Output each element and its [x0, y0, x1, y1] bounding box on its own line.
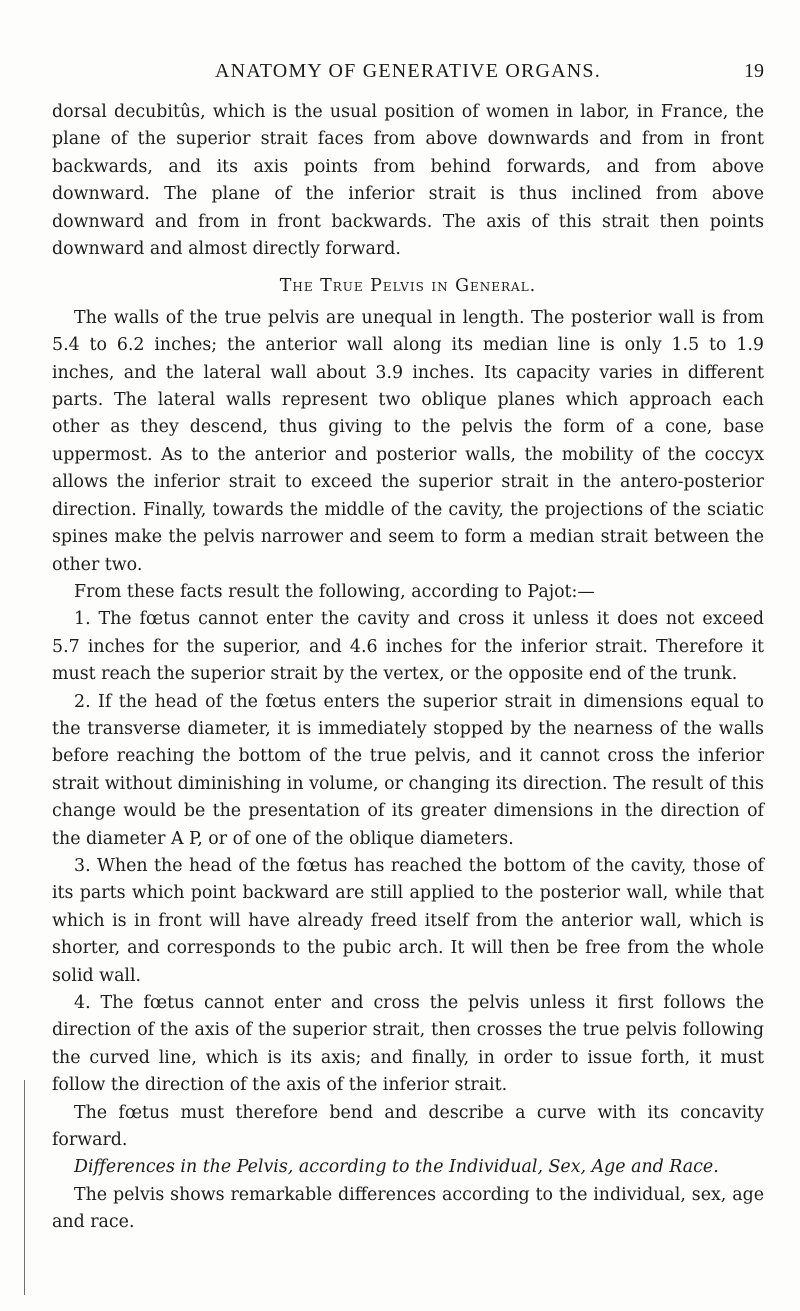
list-item-4: 4. The fœtus cannot enter and cross the pelvis unless it first follows the direction of the axis of the superior strait, then crosses the true pelvis following the curved line, which is its axis; and finally, in order to issue forth, it must follow the direction of the axis of the inferior strait.	[52, 993, 764, 1096]
margin-rule	[24, 1080, 25, 1295]
body-text	[52, 99, 764, 1237]
italic-subheading: Differences in the Pelvis, according to the Individual, Sex, Age and Race.	[74, 1157, 719, 1178]
paragraph-walls: The walls of the true pelvis are unequal in length. The posterior wall is from 5.4 to 6.2 inches; the anterior wall along its median line is only 1.5 to 1.9 inches, and the lateral wall about 3.9 inches. Its capacity varies in different parts. The lateral walls represent two oblique planes which approach each other as they descend, thus giving to the pelvis the form of a cone, base uppermost. As to the anterior and posterior walls, the mobility of the coccyx allows the inferior strait to exceed the superior strait in the antero-posterior direction. Finally, towards the middle of the cavity, the projections of the sciatic spines make the pelvis narrower and seem to form a median strait between the other two.	[52, 307, 764, 575]
paragraph-continued: dorsal decubitûs, which is the usual position of women in labor, in France, the plane of the superior strait faces from above downwards and from in front backwards, and its axis points from behind forwards, and from above downward. The plane of the inferior strait is thus inclined from above downward and from in front backwards. The axis of this strait then points downward and almost directly forward.	[52, 102, 764, 260]
paragraph-differences: The pelvis shows remarkable differences according to the individual, sex, age and race.	[52, 1184, 764, 1233]
paragraph-pajot: From these facts result the following, according to Pajot:—	[74, 581, 595, 602]
running-head	[52, 60, 764, 90]
list-item-2: 2. If the head of the fœtus enters the superior strait in dimensions equal to the transverse diameter, it is immediately stopped by the nearness of the walls before reaching the bottom of the true pelvis, and it cannot cross the inferior strait without diminishing in volume, or changing its direction. The result of this change would be the presentation of its greater dimensions in the direction of the diameter A P, or of one of the oblique diameters.	[52, 691, 764, 849]
section-heading: The True Pelvis in General.	[279, 276, 537, 297]
page-number: 19	[744, 60, 764, 82]
list-item-1: 1. The fœtus cannot enter the cavity and cross it unless it does not exceed 5.7 inches for the superior, and 4.6 inches for the inferior strait. Therefore it must reach the superior strait by the vertex, or the opposite end of the trunk.	[52, 609, 764, 685]
list-item-3: 3. When the head of the fœtus has reached the bottom of the cavity, those of its parts which point backward are still applied to the posterior wall, while that which is in front will have already freed itself from the anterior wall, which is shorter, and corresponds to the pubic arch. It will then be free from the whole solid wall.	[52, 855, 764, 986]
paragraph-curve: The fœtus must therefore bend and describe a curve with its concavity forward.	[52, 1102, 764, 1151]
running-title: ANATOMY OF GENERATIVE ORGANS.	[215, 60, 601, 82]
